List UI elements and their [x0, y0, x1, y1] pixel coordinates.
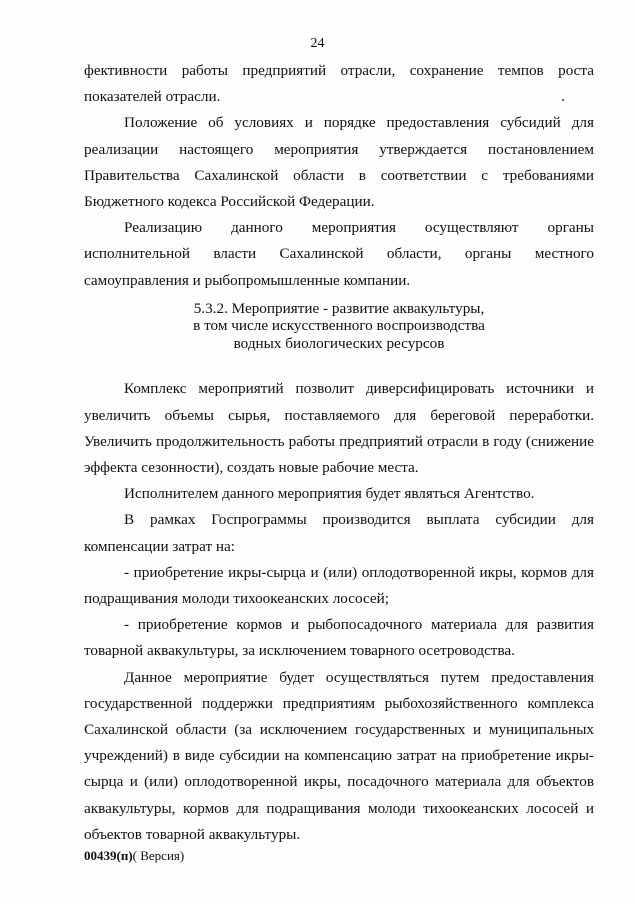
paragraph: Комплекс мероприятий позволит диверсифицировать источники и увеличить объемы сырья, поставляемого для береговой переработки. Увеличить продолжительность работы предприятий отрасли в году (снижение эффекта сезонности), создать новые рабочие места. [84, 380, 594, 476]
section-heading-line: водных биологических ресурсов [233, 334, 445, 352]
paragraph: Данное мероприятие будет осуществляться путем предоставления государственной поддержки предприятиям рыбохозяйственного комплекса Сахалинской области (за исключением государственных и муниципальных учреждений) в виде субсидии на компенсацию затрат на приобретение икры-сырца и (или) оплодотворенной икры, посадочного материала для объектов аквакультуры, кормов для подращивания молоди тихоокеанских лососей и объектов товарной аквакультуры. [84, 668, 594, 843]
document-version: ( Версия) [132, 848, 185, 863]
section-heading-line: 5.3.2. Мероприятие - развитие аквакультуры, [193, 299, 485, 317]
paragraph: фективности работы предприятий отрасли, сохранение темпов роста показателей отрасли. [84, 62, 594, 106]
document-footer [84, 848, 184, 864]
section-heading-line: в том числе искусственного воспроизводства [193, 317, 485, 335]
paragraph: Реализацию данного мероприятия осуществляют органы исполнительной власти Сахалинской области, органы местного самоуправления и рыбопромышленные компании. [84, 219, 594, 289]
document-body [84, 58, 594, 848]
paragraph: В рамках Госпрограммы производится выплата субсидии для компенсации затрат на: [84, 511, 594, 555]
paragraph: Исполнителем данного мероприятия будет являться Агентство. [124, 485, 535, 503]
section-heading [84, 300, 594, 353]
list-item: - приобретение икры-сырца и (или) оплодотворенной икры, кормов для подращивания молоди тихоокеанских лососей; [84, 563, 594, 607]
document-code: 00439(п) [84, 848, 133, 863]
list-item: - приобретение кормов и рыбопосадочного материала для развития товарной аквакультуры, за исключением товарного осетроводства. [84, 616, 594, 660]
paragraph: Положение об условиях и порядке предоставления субсидий для реализации настоящего мероприятия утверждается постановлением Правительства Сахалинской области в соответствии с требованиями Бюджетного кодекса Российской Федерации. [84, 114, 594, 211]
page-number: 24 [310, 36, 325, 51]
